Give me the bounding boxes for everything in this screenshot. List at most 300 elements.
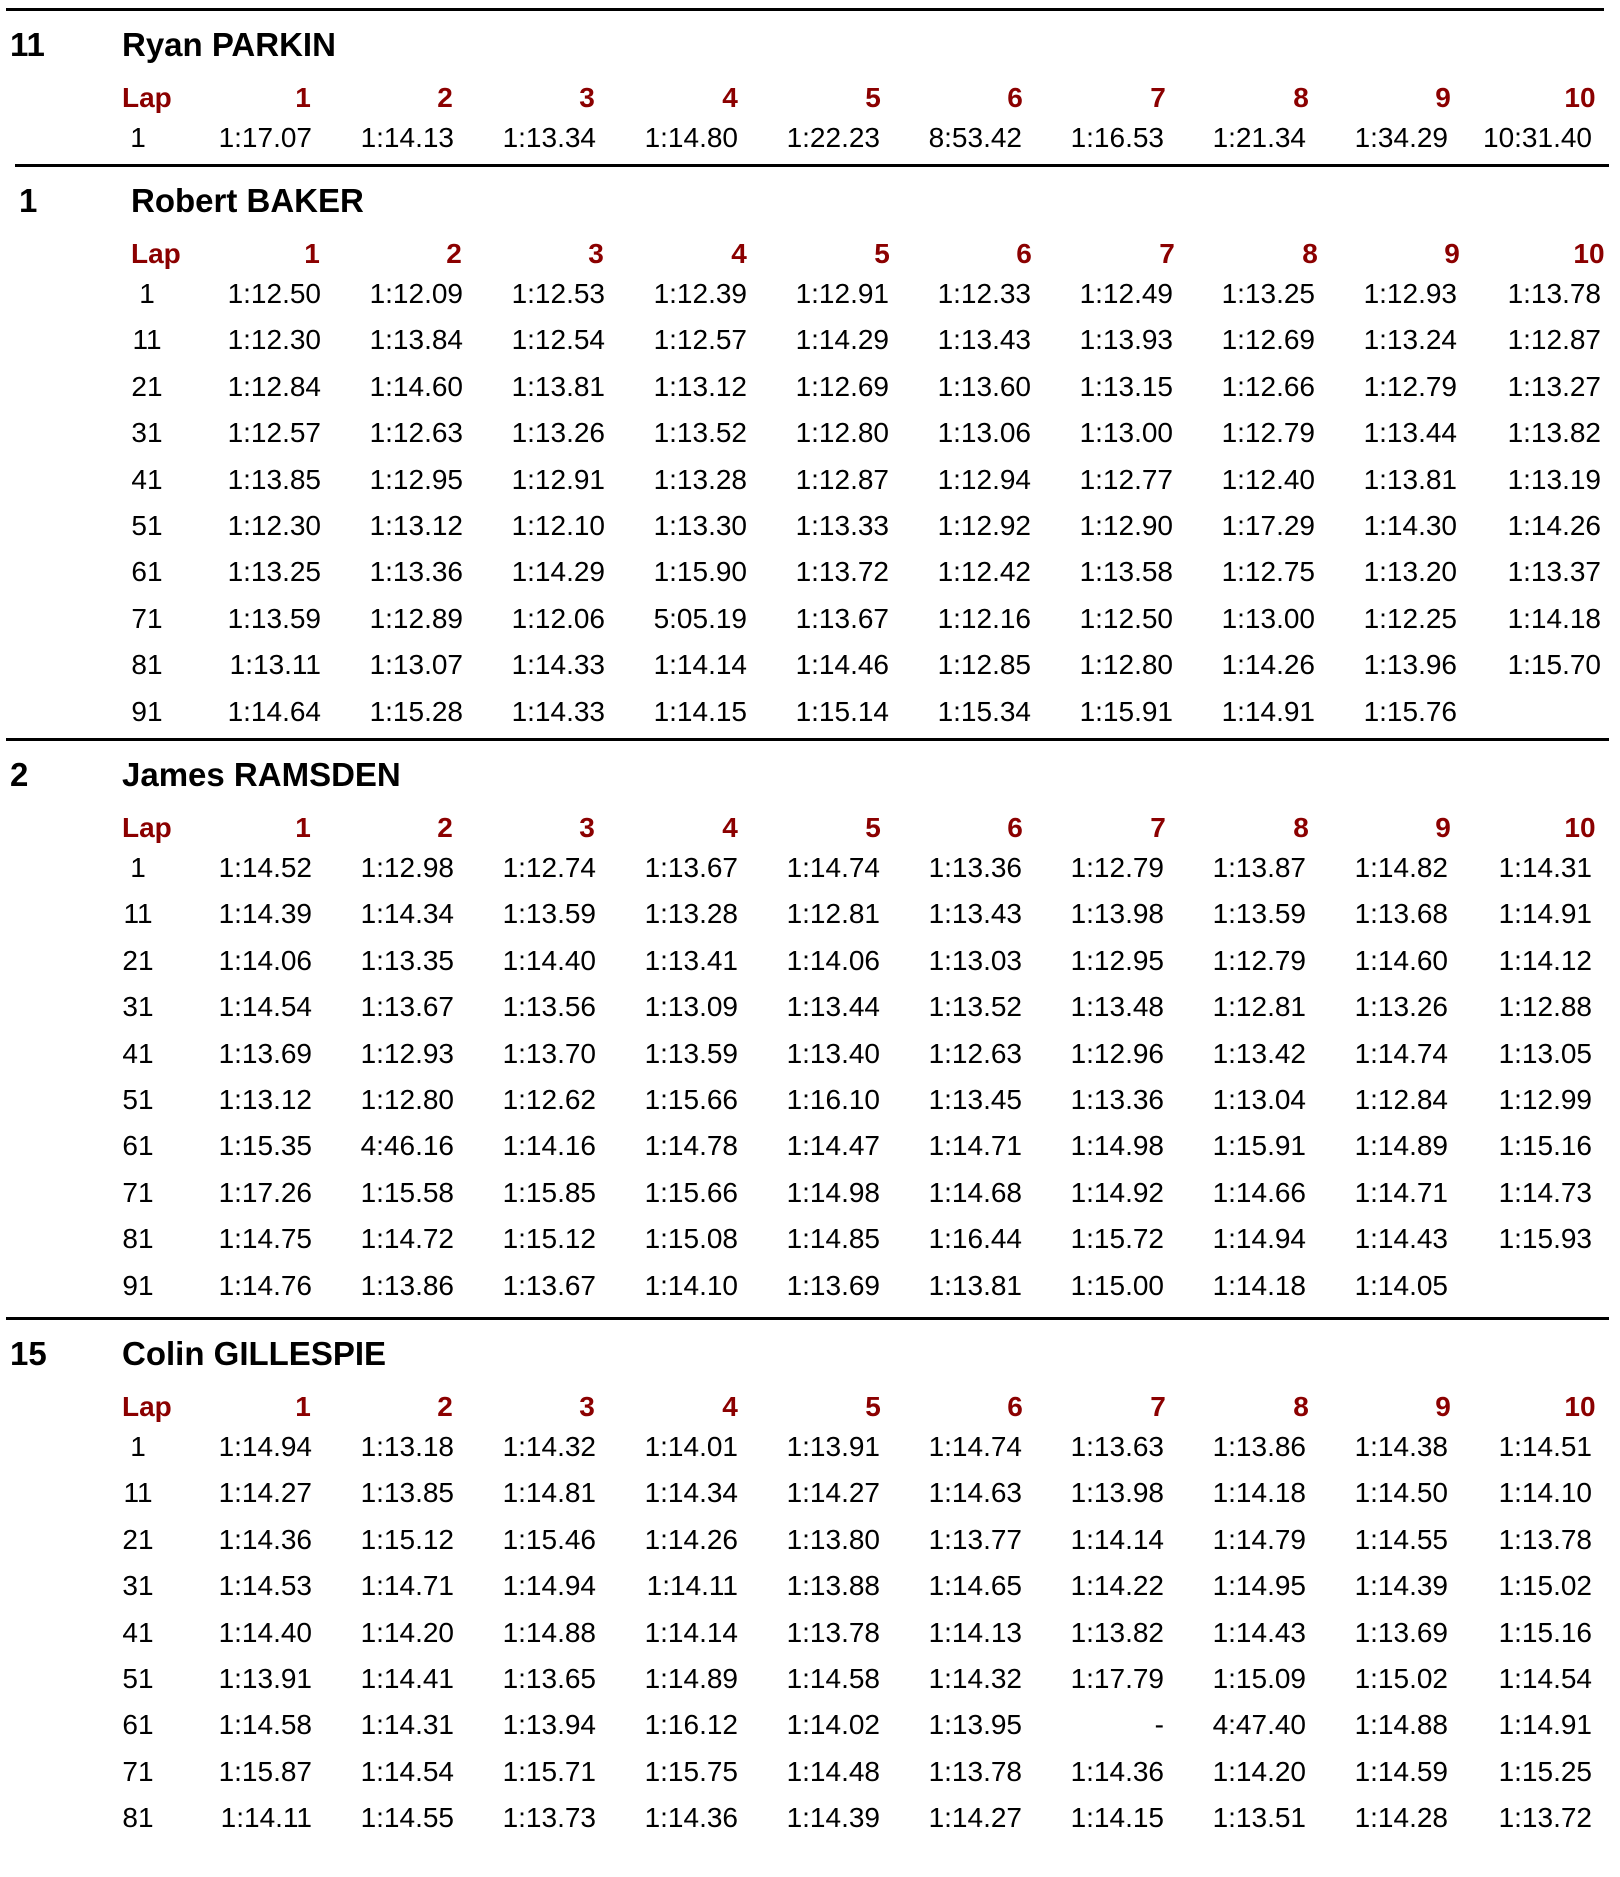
- lap-time-cell: 1:13.43: [928, 898, 1022, 930]
- lap-time-cell: 1:13.48: [1070, 991, 1164, 1023]
- lap-time-cell: 1:14.02: [786, 1709, 880, 1741]
- lap-offset-header: 6: [1007, 1391, 1023, 1422]
- lap-row: [0, 1570, 1620, 1608]
- lap-time-cell: 1:15.12: [360, 1523, 454, 1555]
- lap-time-cell: 1:14.29: [511, 556, 605, 588]
- lap-time-cell: 1:12.80: [360, 1084, 454, 1115]
- lap-time-cell: 1:14.94: [502, 1570, 596, 1602]
- lap-offset-header: 4: [722, 82, 738, 113]
- lap-time-cell: 1:12.79: [1212, 944, 1306, 976]
- lap-time-cell: 1:13.11: [229, 649, 321, 681]
- lap-time-cell: 1:14.27: [928, 1802, 1022, 1834]
- lap-time-cell: 1:14.46: [795, 649, 889, 681]
- lap-time-cell: 1:12.06: [511, 602, 605, 634]
- lap-time-cell: 1:13.27: [1507, 370, 1601, 402]
- lap-number: 51: [122, 1663, 154, 1694]
- lap-time-cell: 1:13.26: [1354, 991, 1448, 1023]
- lap-time-cell: 1:14.11: [646, 1570, 738, 1602]
- lap-time-cell: 1:14.73: [1498, 1176, 1592, 1208]
- lap-time-cell: 1:14.06: [786, 944, 880, 976]
- lap-time-cell: 1:14.32: [928, 1663, 1022, 1694]
- lap-time-cell: 1:14.16: [502, 1130, 596, 1162]
- lap-time-cell: 1:12.40: [1221, 463, 1315, 495]
- lap-time-cell: 1:13.70: [502, 1037, 596, 1069]
- lap-row: [0, 852, 1620, 890]
- lap-time-cell: 1:14.74: [928, 1431, 1022, 1462]
- lap-offset-header: 3: [579, 82, 595, 113]
- lap-row: [0, 945, 1620, 983]
- lap-time-cell: 1:15.66: [644, 1084, 738, 1115]
- lap-time-cell: 1:14.10: [644, 1269, 738, 1301]
- lap-time-cell: 1:12.75: [1221, 556, 1315, 588]
- lap-time-cell: 1:14.65: [928, 1570, 1022, 1602]
- lap-time-cell: 1:15.75: [644, 1755, 738, 1787]
- lap-time-cell: 1:13.81: [511, 370, 605, 402]
- lap-time-cell: 1:14.72: [360, 1223, 454, 1255]
- lap-offset-header: 8: [1293, 1391, 1309, 1422]
- lap-time-cell: 1:12.16: [937, 602, 1031, 634]
- lap-time-cell: 1:16.44: [928, 1223, 1022, 1255]
- lap-time-cell: 1:12.54: [511, 324, 605, 356]
- section-rule: [6, 738, 1609, 741]
- lap-offset-header: 4: [722, 1391, 738, 1422]
- lap-time-cell: 1:15.34: [937, 695, 1031, 727]
- lap-time-cell: 1:14.66: [1212, 1176, 1306, 1208]
- lap-row: [0, 510, 1620, 548]
- lap-number: 1: [130, 122, 146, 153]
- lap-row: [0, 1802, 1620, 1840]
- lap-time-cell: 1:13.00: [1079, 417, 1173, 449]
- lap-number: 71: [122, 1755, 154, 1787]
- lap-row: [0, 1130, 1620, 1168]
- lap-time-cell: 1:13.96: [1363, 649, 1457, 681]
- lap-time-cell: 1:12.10: [511, 510, 605, 541]
- lap-time-cell: 1:12.74: [502, 852, 596, 883]
- lap-time-cell: 1:12.63: [369, 417, 463, 449]
- lap-time-cell: 1:13.52: [653, 417, 747, 449]
- lap-time-cell: 1:13.78: [786, 1616, 880, 1648]
- lap-time-cell: 1:15.02: [1498, 1570, 1592, 1602]
- lap-time-cell: 1:14.71: [928, 1130, 1022, 1162]
- lap-time-cell: 1:13.84: [369, 324, 463, 356]
- lap-time-cell: 1:13.12: [218, 1084, 312, 1115]
- lap-time-cell: 1:13.41: [644, 944, 738, 976]
- lap-time-cell: 1:13.91: [786, 1431, 880, 1462]
- lap-time-cell: 1:12.89: [369, 602, 463, 634]
- lap-number: 61: [131, 556, 163, 588]
- lap-row: [0, 1084, 1620, 1122]
- lap-row: [0, 1477, 1620, 1515]
- lap-number: 91: [131, 695, 163, 727]
- lap-time-cell: 1:14.94: [1212, 1223, 1306, 1255]
- lap-time-cell: 1:13.67: [644, 852, 738, 883]
- lap-time-cell: 1:13.12: [369, 510, 463, 541]
- lap-time-cell: 1:13.59: [644, 1037, 738, 1069]
- lap-time-cell: 1:15.76: [1363, 695, 1457, 727]
- lap-row: [0, 417, 1620, 455]
- lap-offset-header: 2: [437, 812, 453, 843]
- lap-time-cell: 1:15.85: [502, 1176, 596, 1208]
- lap-time-cell: 1:15.12: [502, 1223, 596, 1255]
- lap-number: 71: [131, 602, 163, 634]
- lap-time-cell: 1:15.35: [218, 1130, 312, 1162]
- lap-number: 61: [122, 1130, 154, 1162]
- lap-time-cell: 1:17.26: [218, 1176, 312, 1208]
- lap-time-cell: 1:14.26: [1507, 510, 1601, 541]
- lap-time-cell: 1:12.84: [1354, 1084, 1448, 1115]
- lap-time-cell: 1:13.18: [360, 1431, 454, 1462]
- lap-time-cell: 1:13.82: [1070, 1616, 1164, 1648]
- lap-offset-header: 2: [437, 1391, 453, 1422]
- lap-number: 51: [122, 1084, 154, 1115]
- lap-time-cell: 1:14.22: [1070, 1570, 1164, 1602]
- lap-time-cell: 1:13.69: [786, 1269, 880, 1301]
- lap-time-cell: 1:12.50: [1079, 602, 1173, 634]
- lap-offset-header: 9: [1435, 812, 1451, 843]
- lap-time-cell: 1:15.09: [1212, 1663, 1306, 1694]
- lap-header-row: [0, 82, 1620, 120]
- lap-time-cell: 1:13.51: [1212, 1802, 1306, 1834]
- lap-row: [0, 371, 1620, 409]
- lap-time-cell: 1:13.25: [227, 556, 321, 588]
- lap-number: 31: [122, 1570, 154, 1602]
- lap-row: [0, 1524, 1620, 1562]
- lap-time-cell: 1:16.53: [1070, 122, 1164, 153]
- lap-time-cell: 1:14.60: [369, 370, 463, 402]
- lap-time-cell: 1:13.60: [937, 370, 1031, 402]
- lap-time-cell: 1:14.15: [653, 695, 747, 727]
- lap-time-cell: 1:14.26: [644, 1523, 738, 1555]
- lap-time-cell: 1:13.81: [1363, 463, 1457, 495]
- lap-time-cell: 1:13.86: [360, 1269, 454, 1301]
- lap-time-cell: 1:14.20: [1212, 1755, 1306, 1787]
- lap-number: 81: [131, 649, 163, 681]
- lap-number: 51: [131, 510, 163, 541]
- lap-time-cell: 1:13.15: [1079, 370, 1173, 402]
- lap-row: [0, 1709, 1620, 1747]
- lap-time-cell: 1:13.59: [1212, 898, 1306, 930]
- lap-time-cell: 1:14.48: [786, 1755, 880, 1787]
- lap-time-cell: 1:14.40: [218, 1616, 312, 1648]
- lap-offset-header: 2: [446, 238, 462, 269]
- lap-time-cell: 1:14.27: [786, 1477, 880, 1509]
- lap-time-cell: 1:14.12: [1498, 944, 1592, 976]
- driver-position: 1: [19, 182, 38, 219]
- lap-time-cell: 1:12.63: [928, 1037, 1022, 1069]
- lap-time-cell: 1:13.09: [644, 991, 738, 1023]
- lap-time-cell: -: [1154, 1709, 1164, 1741]
- lap-time-cell: 1:12.84: [227, 370, 321, 402]
- lap-time-cell: 1:15.87: [218, 1755, 312, 1787]
- lap-number: 31: [122, 991, 154, 1023]
- lap-time-cell: 1:15.16: [1498, 1130, 1592, 1162]
- lap-time-cell: 1:12.79: [1221, 417, 1315, 449]
- lap-time-cell: 1:17.07: [218, 122, 312, 153]
- lap-time-cell: 1:14.63: [928, 1477, 1022, 1509]
- lap-column-header: Lap: [122, 1391, 172, 1422]
- lap-time-cell: 1:17.29: [1221, 510, 1315, 541]
- lap-offset-header: 1: [295, 1391, 311, 1422]
- lap-time-cell: 1:12.57: [227, 417, 321, 449]
- lap-time-cell: 1:16.12: [644, 1709, 738, 1741]
- lap-time-cell: 1:14.71: [1354, 1176, 1448, 1208]
- lap-time-cell: 1:12.39: [653, 278, 747, 309]
- lap-time-cell: 1:14.55: [360, 1802, 454, 1834]
- lap-time-cell: 1:15.91: [1079, 695, 1173, 727]
- lap-time-cell: 1:12.42: [937, 556, 1031, 588]
- lap-time-cell: 1:12.79: [1070, 852, 1164, 883]
- lap-time-cell: 1:14.27: [218, 1477, 312, 1509]
- lap-time-cell: 1:12.93: [360, 1037, 454, 1069]
- lap-time-cell: 1:13.78: [1507, 278, 1601, 309]
- lap-time-cell: 1:14.58: [218, 1709, 312, 1741]
- driver-block: [0, 164, 1620, 727]
- lap-offset-header: 9: [1444, 238, 1460, 269]
- lap-time-cell: 1:13.24: [1363, 324, 1457, 356]
- lap-time-cell: 10:31.40: [1483, 122, 1592, 153]
- lap-offset-header: 5: [874, 238, 890, 269]
- lap-offset-header: 7: [1150, 82, 1166, 113]
- lap-offset-header: 9: [1435, 82, 1451, 113]
- lap-offset-header: 3: [579, 1391, 595, 1422]
- lap-time-cell: 1:14.59: [1354, 1755, 1448, 1787]
- lap-time-cell: 1:14.05: [1354, 1269, 1448, 1301]
- lap-time-cell: 1:13.30: [653, 510, 747, 541]
- lap-time-cell: 1:13.52: [928, 991, 1022, 1023]
- lap-time-cell: 1:15.00: [1070, 1269, 1164, 1301]
- lap-time-cell: 1:12.49: [1079, 278, 1173, 309]
- section-rule: [15, 164, 1609, 167]
- lap-time-cell: 1:13.78: [928, 1755, 1022, 1787]
- lap-time-cell: 1:12.50: [227, 278, 321, 309]
- lap-time-cell: 1:15.90: [653, 556, 747, 588]
- lap-time-cell: 1:14.47: [786, 1130, 880, 1162]
- lap-time-cell: 1:13.86: [1212, 1431, 1306, 1462]
- lap-time-cell: 1:14.40: [502, 944, 596, 976]
- lap-time-cell: 1:14.43: [1212, 1616, 1306, 1648]
- lap-time-cell: 1:13.72: [1498, 1802, 1592, 1834]
- lap-time-cell: 1:14.36: [644, 1802, 738, 1834]
- lap-time-cell: 1:14.53: [218, 1570, 312, 1602]
- driver-position: 2: [10, 756, 29, 793]
- lap-time-cell: 1:13.40: [786, 1037, 880, 1069]
- lap-time-cell: 1:14.98: [786, 1176, 880, 1208]
- lap-time-cell: 1:14.85: [786, 1223, 880, 1255]
- lap-time-cell: 1:14.80: [644, 122, 738, 153]
- lap-time-cell: 1:14.55: [1354, 1523, 1448, 1555]
- lap-time-cell: 1:14.36: [218, 1523, 312, 1555]
- lap-time-cell: 1:16.10: [786, 1084, 880, 1115]
- lap-time-cell: 1:14.06: [218, 944, 312, 976]
- lap-time-cell: 1:14.54: [360, 1755, 454, 1787]
- lap-time-cell: 1:13.36: [928, 852, 1022, 883]
- lap-offset-header: 10: [1564, 812, 1596, 843]
- lap-time-cell: 1:14.91: [1221, 695, 1315, 727]
- lap-time-cell: 1:12.62: [502, 1084, 596, 1115]
- lap-time-cell: 1:15.08: [644, 1223, 738, 1255]
- lap-row: [0, 1270, 1620, 1308]
- lap-time-cell: 1:13.98: [1070, 1477, 1164, 1509]
- lap-offset-header: 1: [295, 82, 311, 113]
- lap-time-cell: 1:13.34: [502, 122, 596, 153]
- lap-time-cell: 1:13.81: [928, 1269, 1022, 1301]
- lap-time-cell: 1:14.43: [1354, 1223, 1448, 1255]
- lap-column-header: Lap: [122, 812, 172, 843]
- lap-time-cell: 1:15.66: [644, 1176, 738, 1208]
- lap-time-cell: 1:13.58: [1079, 556, 1173, 588]
- lap-number: 21: [122, 944, 154, 976]
- lap-time-cell: 1:12.69: [1221, 324, 1315, 356]
- lap-time-cell: 1:13.20: [1363, 556, 1457, 588]
- lap-time-cell: 1:13.45: [928, 1084, 1022, 1115]
- lap-time-cell: 1:13.26: [511, 417, 605, 449]
- lap-time-cell: 1:15.25: [1498, 1755, 1592, 1787]
- lap-time-cell: 1:12.69: [795, 370, 889, 402]
- lap-time-cell: 1:14.78: [644, 1130, 738, 1162]
- lap-time-cell: 1:13.85: [227, 463, 321, 495]
- lap-row: [0, 1663, 1620, 1701]
- driver-name: Colin GILLESPIE: [122, 1335, 387, 1372]
- lap-time-cell: 1:13.28: [644, 898, 738, 930]
- lap-time-cell: 1:14.88: [502, 1616, 596, 1648]
- lap-time-cell: 1:15.70: [1507, 649, 1601, 681]
- lap-time-cell: 1:14.82: [1354, 852, 1448, 883]
- lap-row: [0, 1431, 1620, 1469]
- lap-time-cell: 1:14.31: [1498, 852, 1592, 883]
- lap-time-cell: 1:15.93: [1498, 1223, 1592, 1255]
- lap-time-cell: 1:14.52: [218, 852, 312, 883]
- lap-time-cell: 1:14.28: [1354, 1802, 1448, 1834]
- lap-time-cell: 1:13.19: [1507, 463, 1601, 495]
- lap-time-cell: 1:14.18: [1212, 1269, 1306, 1301]
- lap-offset-header: 4: [722, 812, 738, 843]
- lap-time-cell: 1:13.94: [502, 1709, 596, 1741]
- lap-time-cell: 1:12.57: [653, 324, 747, 356]
- lap-time-cell: 1:13.80: [786, 1523, 880, 1555]
- lap-time-cell: 1:15.72: [1070, 1223, 1164, 1255]
- lap-time-cell: 1:12.95: [369, 463, 463, 495]
- lap-time-cell: 1:14.10: [1498, 1477, 1592, 1509]
- lap-number: 81: [122, 1802, 154, 1834]
- lap-number: 11: [132, 324, 162, 356]
- lap-time-cell: 1:14.64: [227, 695, 321, 727]
- lap-time-cell: 1:14.14: [653, 649, 747, 681]
- lap-time-cell: 1:12.77: [1079, 463, 1173, 495]
- lap-time-cell: 1:13.93: [1079, 324, 1173, 356]
- lap-time-cell: 1:13.36: [1070, 1084, 1164, 1115]
- lap-offset-header: 6: [1007, 82, 1023, 113]
- lap-header-row: [0, 812, 1620, 850]
- driver-block: [0, 738, 1620, 1301]
- lap-time-cell: 1:14.89: [644, 1663, 738, 1694]
- driver-block: [0, 1317, 1620, 1877]
- lap-number: 11: [123, 1477, 153, 1509]
- lap-offset-header: 1: [295, 812, 311, 843]
- lap-time-cell: 1:14.60: [1354, 944, 1448, 976]
- lap-time-cell: 1:13.36: [369, 556, 463, 588]
- lap-time-cell: 1:15.14: [795, 695, 889, 727]
- lap-time-cell: 1:14.92: [1070, 1176, 1164, 1208]
- lap-header-row: [0, 1391, 1620, 1429]
- lap-time-cell: 1:15.46: [502, 1523, 596, 1555]
- lap-time-cell: 1:13.37: [1507, 556, 1601, 588]
- lap-time-cell: 1:14.74: [786, 852, 880, 883]
- lap-time-cell: 1:12.94: [937, 463, 1031, 495]
- lap-time-cell: 1:13.67: [795, 602, 889, 634]
- lap-time-cell: 1:14.39: [1354, 1570, 1448, 1602]
- lap-offset-header: 4: [731, 238, 747, 269]
- lap-number: 21: [131, 370, 163, 402]
- lap-time-cell: 1:12.30: [227, 324, 321, 356]
- lap-number: 41: [122, 1616, 154, 1648]
- lap-number: 41: [122, 1037, 154, 1069]
- lap-time-cell: 1:14.71: [360, 1570, 454, 1602]
- lap-time-cell: 1:12.87: [795, 463, 889, 495]
- lap-time-cell: 1:14.91: [1498, 898, 1592, 930]
- lap-time-cell: 1:12.33: [937, 278, 1031, 309]
- lap-row: [0, 696, 1620, 734]
- lap-time-cell: 1:12.79: [1363, 370, 1457, 402]
- lap-time-cell: 1:14.13: [360, 122, 454, 153]
- lap-time-cell: 1:13.42: [1212, 1037, 1306, 1069]
- lap-time-cell: 1:12.91: [511, 463, 605, 495]
- lap-row: [0, 278, 1620, 316]
- lap-offset-header: 6: [1007, 812, 1023, 843]
- lap-time-cell: 1:21.34: [1212, 122, 1306, 153]
- lap-time-cell: 1:14.31: [360, 1709, 454, 1741]
- lap-time-cell: 1:13.78: [1498, 1523, 1592, 1555]
- lap-time-cell: 1:12.80: [795, 417, 889, 449]
- lap-row: [0, 122, 1620, 160]
- lap-row: [0, 991, 1620, 1029]
- lap-time-cell: 1:14.89: [1354, 1130, 1448, 1162]
- lap-row: [0, 556, 1620, 594]
- lap-time-cell: 1:14.18: [1212, 1477, 1306, 1509]
- lap-offset-header: 10: [1573, 238, 1605, 269]
- lap-number: 11: [123, 898, 153, 930]
- lap-time-cell: 1:12.91: [795, 278, 889, 309]
- lap-time-cell: 1:14.13: [928, 1616, 1022, 1648]
- lap-time-cell: 1:14.54: [1498, 1663, 1592, 1694]
- lap-time-cell: 1:14.32: [502, 1431, 596, 1462]
- lap-offset-header: 7: [1159, 238, 1175, 269]
- lap-time-cell: 1:13.05: [1498, 1037, 1592, 1069]
- lap-time-cell: 1:13.59: [227, 602, 321, 634]
- lap-time-cell: 1:13.95: [928, 1709, 1022, 1741]
- driver-name: Ryan PARKIN: [122, 26, 336, 63]
- lap-time-cell: 1:14.58: [786, 1663, 880, 1694]
- driver-position: 15: [10, 1335, 47, 1372]
- lap-time-cell: 1:12.81: [1212, 991, 1306, 1023]
- lap-time-cell: 1:14.26: [1221, 649, 1315, 681]
- lap-time-cell: 1:14.75: [218, 1223, 312, 1255]
- lap-time-cell: 8:53.42: [928, 122, 1022, 153]
- lap-number: 31: [131, 417, 163, 449]
- lap-time-cell: 1:13.77: [928, 1523, 1022, 1555]
- lap-time-cell: 1:13.68: [1354, 898, 1448, 930]
- section-rule: [6, 8, 1604, 11]
- lap-time-cell: 1:13.59: [502, 898, 596, 930]
- lap-time-cell: 1:14.38: [1354, 1431, 1448, 1462]
- lap-time-cell: 1:13.67: [360, 991, 454, 1023]
- lap-time-cell: 1:12.85: [937, 649, 1031, 681]
- lap-row: [0, 1038, 1620, 1076]
- lap-time-cell: 1:15.16: [1498, 1616, 1592, 1648]
- lap-time-cell: 1:13.73: [502, 1802, 596, 1834]
- lap-time-cell: 1:13.35: [360, 944, 454, 976]
- lap-time-cell: 1:13.56: [502, 991, 596, 1023]
- lap-time-cell: 1:15.02: [1354, 1663, 1448, 1694]
